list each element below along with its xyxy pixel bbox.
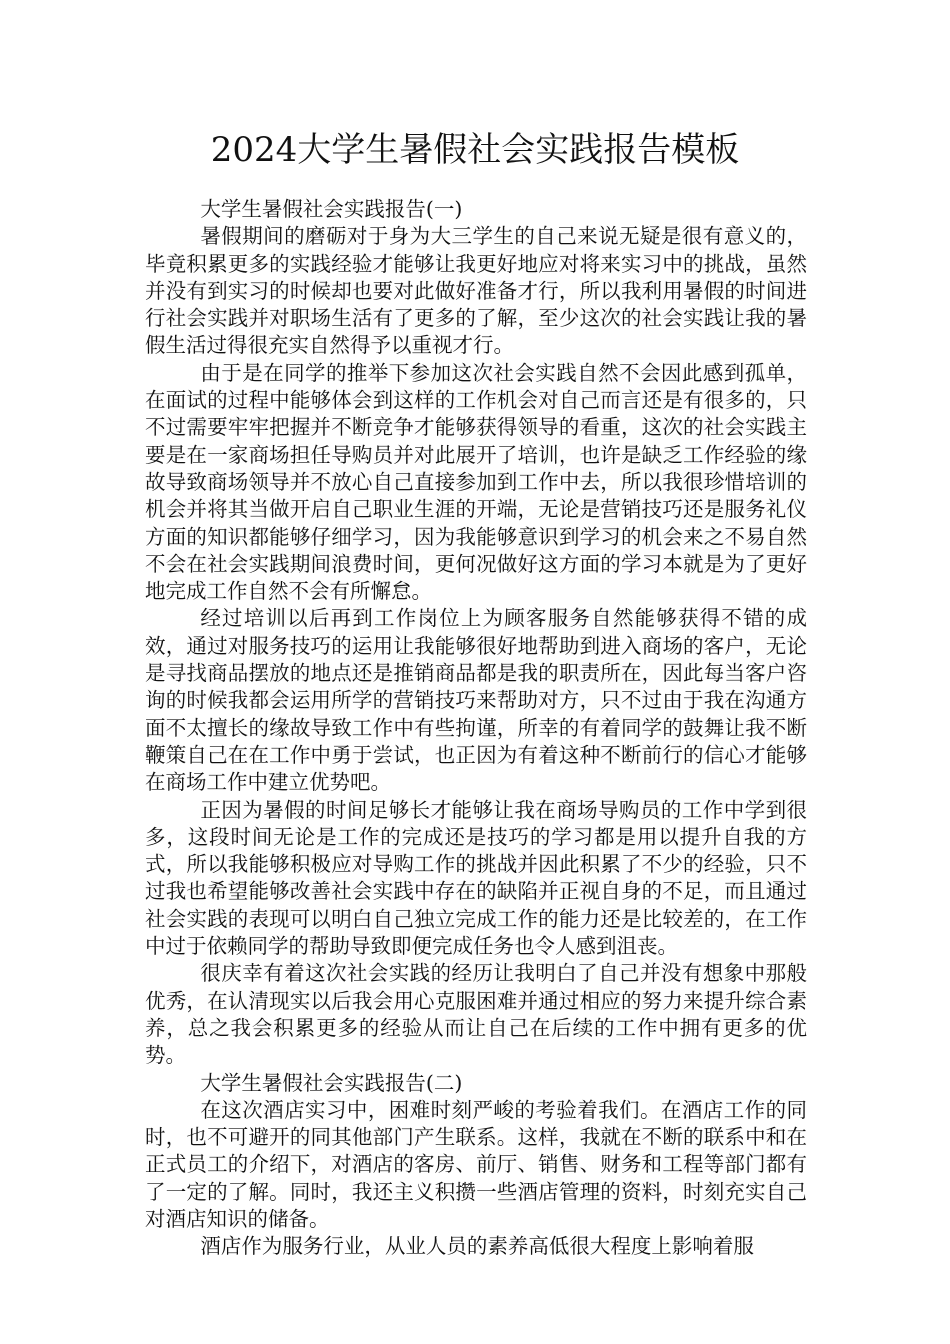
paragraph: 在这次酒店实习中，困难时刻严峻的考验着我们。在酒店工作的同时，也不可避开的同其他部门产生联系。这样，我就在不断的联系中和在正式员工的介绍下，对酒店的客房、前厅、销售、财务和工程等部门都有了一定的了解。同时，我还主义积攒一些酒店管理的资料，时刻充实自己对酒店知识的储备。 — [145, 1097, 807, 1231]
section-heading-1: 大学生暑假社会实践报告(一) — [200, 197, 463, 221]
paragraph: 正因为暑假的时间足够长才能够让我在商场导购员的工作中学到很多，这段时间无论是工作的完成还是技巧的学习都是用以提升自我的方式，所以我能够积极应对导购工作的挑战并因此积累了不少的经验，只不过我也希望能够改善社会实践中存在的缺陷并正视自身的不足，而且通过社会实践的表现可以明白自己独立完成工作的能力还是比较差的，在工作中过于依赖同学的帮助导致即便完成任务也令人感到沮丧。 — [145, 797, 807, 959]
document-body — [145, 196, 807, 1261]
paragraph: 酒店作为服务行业，从业人员的素养高低很大程度上影响着服 — [200, 1234, 754, 1259]
paragraph: 经过培训以后再到工作岗位上为顾客服务自然能够获得不错的成效，通过对服务技巧的运用让我能够很好地帮助到进入商场的客户，无论是寻找商品摆放的地点还是推销商品都是我的职责所在，因此每当客户咨询的时候我都会运用所学的营销技巧来帮助对方，只不过由于我在沟通方面不太擅长的缘故导致工作中有些拘谨，所幸的有着同学的鼓舞让我不断鞭策自己在在工作中勇于尝试，也正因为有着这种不断前行的信心才能够在商场工作中建立优势吧。 — [145, 606, 807, 795]
paragraph: 暑假期间的磨砺对于身为大三学生的自己来说无疑是很有意义的，毕竟积累更多的实践经验才能够让我更好地应对将来实习中的挑战，虽然并没有到实习的时候却也要对此做好准备才行，所以我利用暑假的时间进行社会实践并对职场生活有了更多的了解，至少这次的社会实践让我的暑假生活过得很充实自然得予以重视才行。 — [145, 224, 807, 358]
paragraph: 由于是在同学的推举下参加这次社会实践自然不会因此感到孤单，在面试的过程中能够体会到这样的工作机会对自己而言还是有很多的，只不过需要牢牢把握并不断竞争才能够获得领导的看重，这次的社会实践主要是在一家商场担任导购员并对此展开了培训，也许是缺乏工作经验的缘故导致商场领导并不放心自己直接参加到工作中去，所以我很珍惜培训的机会并将其当做开启自己职业生涯的开端，无论是营销技巧还是服务礼仪方面的知识都能够仔细学习，因为我能够意识到学习的机会来之不易自然不会在社会实践期间浪费时间，更何况做好这方面的学习本就是为了更好地完成工作自然不会有所懈怠。 — [145, 360, 807, 604]
paragraph: 很庆幸有着这次社会实践的经历让我明白了自己并没有想象中那般优秀，在认清现实以后我会用心克服困难并通过相应的努力来提升综合素养，总之我会积累更多的经验从而让自己在后续的工作中拥有更多的优势。 — [145, 961, 807, 1068]
document-title: 2024大学生暑假社会实践报告模板 — [210, 130, 740, 170]
section-heading-2: 大学生暑假社会实践报告(二) — [200, 1070, 463, 1095]
